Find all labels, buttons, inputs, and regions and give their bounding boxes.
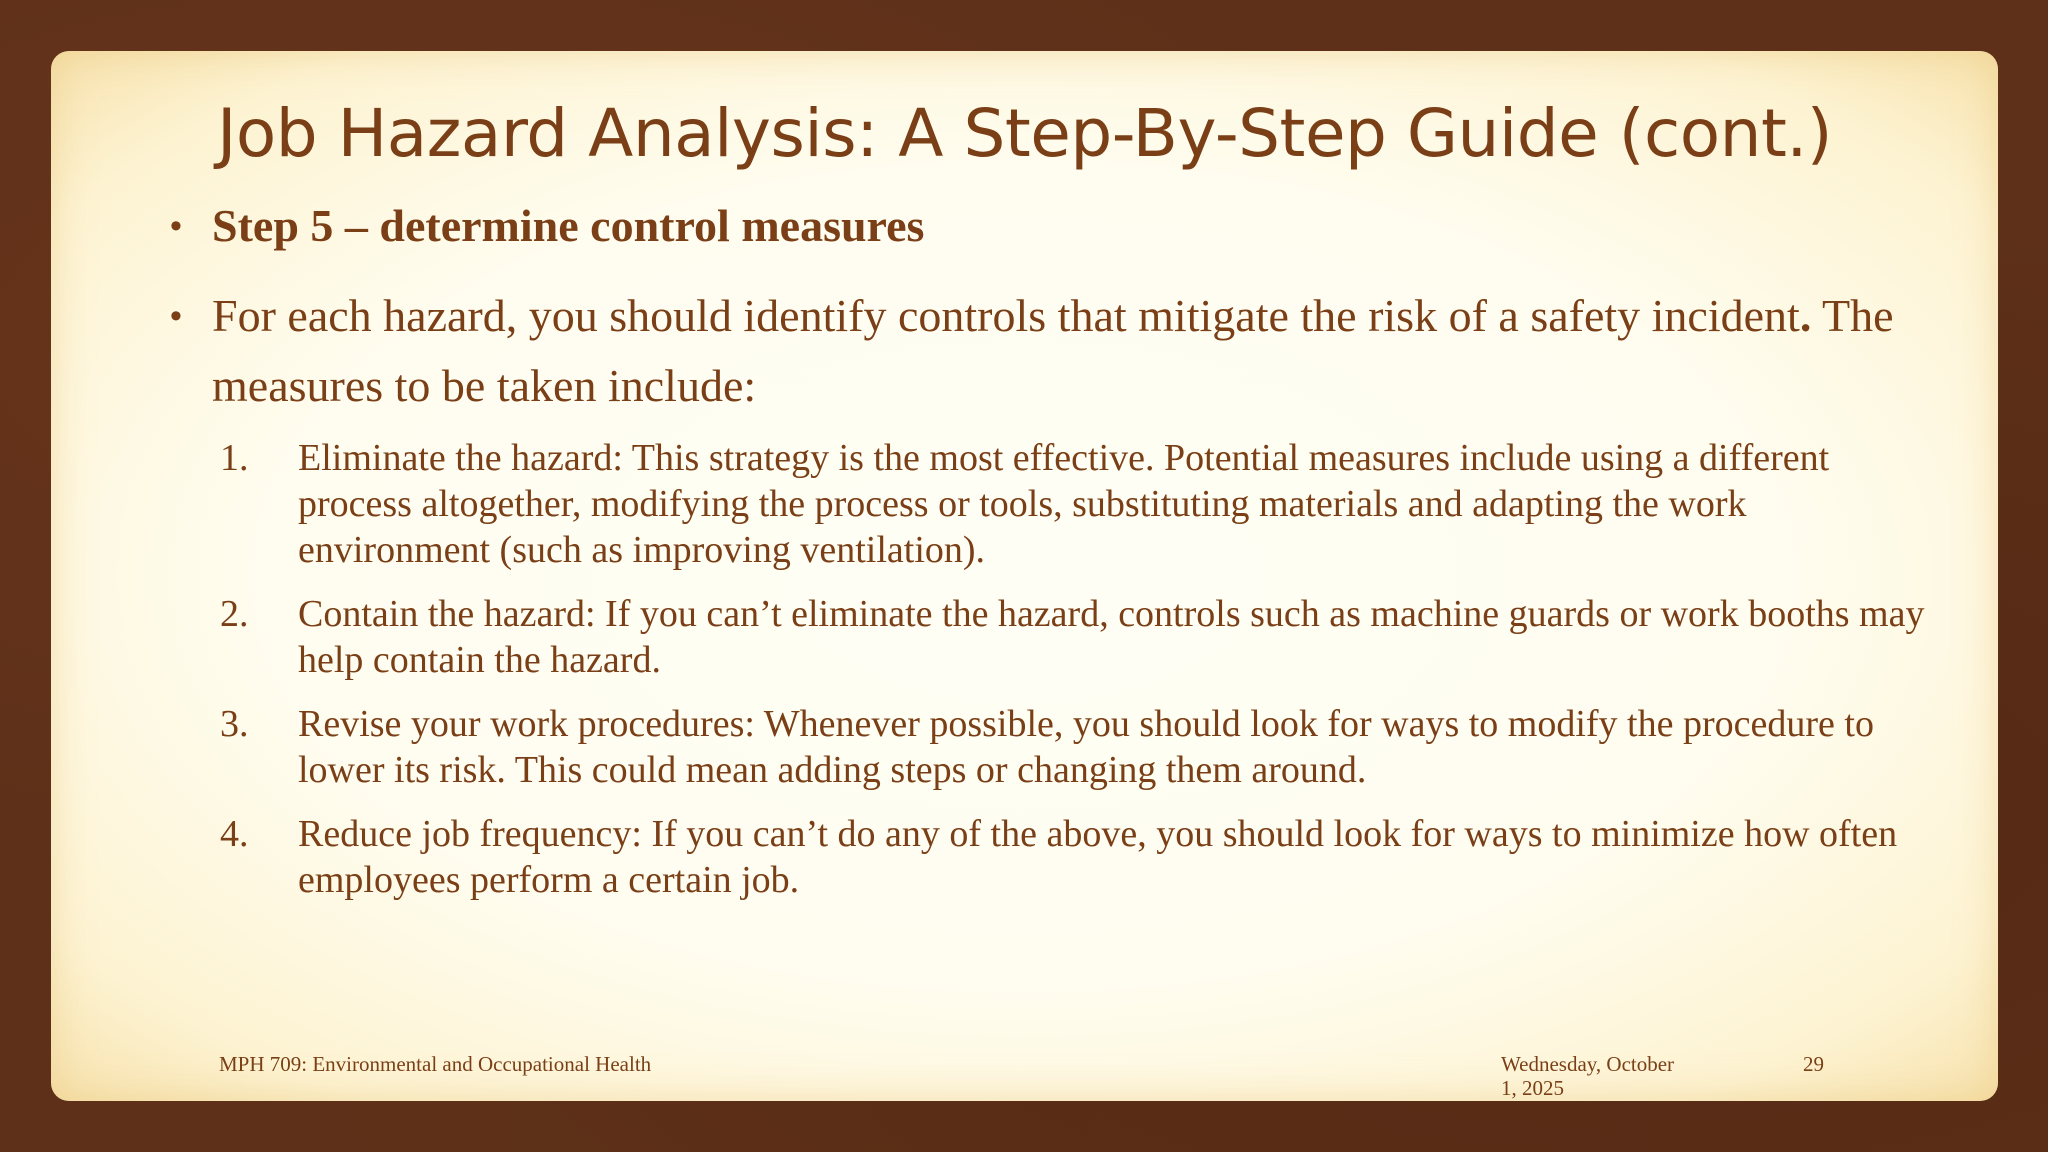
footer-course: MPH 709: Environmental and Occupational Health	[219, 1052, 652, 1076]
list-item-number: 3.	[220, 703, 249, 745]
bullet-text: For each hazard, you should identify controls that mitigate the risk of a safety incident	[212, 290, 1800, 341]
list-item-text: Reduce job frequency: If you can’t do any of the above, you should look for ways to minimize how often employees perform a certain job.	[298, 813, 1898, 901]
list-item-number: 2.	[220, 593, 249, 635]
list-item	[123, 435, 1943, 573]
bullet-text-continued: The measures to be taken include:	[212, 290, 1894, 411]
list-item-number: 4.	[220, 813, 249, 855]
footer-date: Wednesday, October 1, 2025	[1501, 1052, 1675, 1100]
list-item	[123, 811, 1943, 903]
list-item-number: 1.	[220, 437, 249, 479]
slide	[51, 51, 1998, 1101]
list-item	[123, 701, 1943, 793]
bullet-marker: •	[170, 207, 182, 245]
bullet-item	[123, 281, 1943, 421]
list-item-text: Eliminate the hazard: This strategy is the most effective. Potential measures include using a different process altogether, modifying the process or tools, substituting materials and adapting the work environment (such as improving ventilation).	[298, 437, 1830, 571]
slide-title: Job Hazard Analysis: A Step-By-Step Guide (cont.)	[216, 95, 1833, 172]
bullet-text: Step 5 – determine control measures	[212, 200, 925, 251]
bullet-marker: •	[170, 297, 182, 335]
bullet-list	[123, 191, 1943, 921]
numbered-list	[123, 435, 1943, 903]
bullet-item	[123, 193, 1943, 259]
bullet-text-period: .	[1799, 290, 1812, 341]
list-item	[123, 591, 1943, 683]
list-item-text: Revise your work procedures: Whenever possible, you should look for ways to modify the procedure to lower its risk. This could mean adding steps or changing them around.	[298, 703, 1874, 791]
list-item-text: Contain the hazard: If you can’t eliminate the hazard, controls such as machine guards or work booths may help contain the hazard.	[298, 593, 1925, 681]
footer-page-number: 29	[1803, 1052, 1824, 1076]
